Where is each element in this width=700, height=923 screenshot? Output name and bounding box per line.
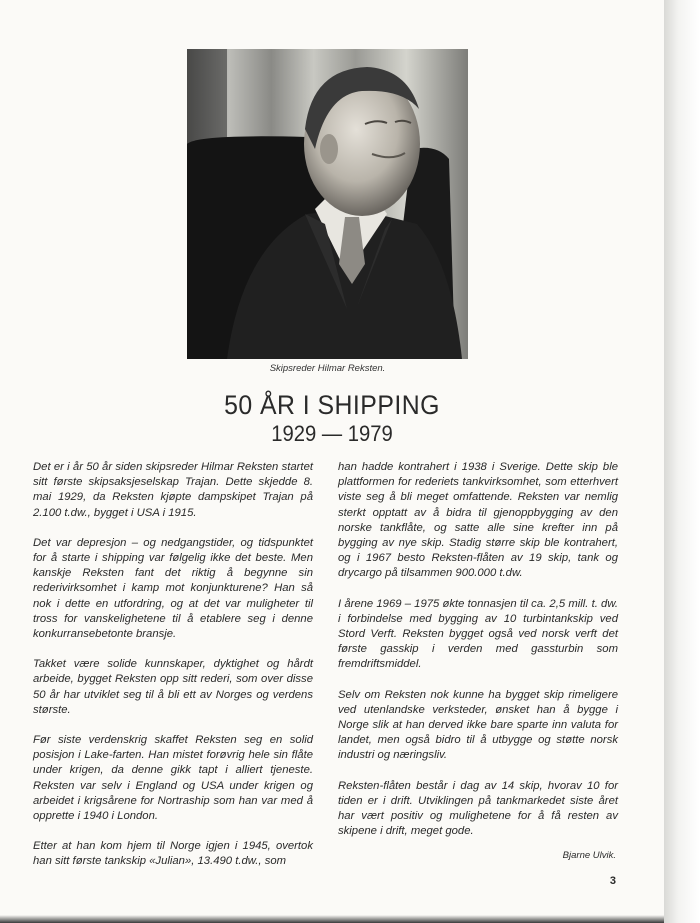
right-column (338, 460, 618, 854)
paragraph: Takket være solide kunnskaper, dyktighet og hårdt arbeide, bygget Reksten opp sitt rederi, som over disse 50 år har utviklet seg til å bli ett av Norges og verdens største. (33, 658, 313, 716)
paragraph: Reksten-flåten består i dag av 14 skip, hvorav 10 for tiden er i drift. Utviklingen på tankmarkedet siste året har vært positiv og mulighetene for å få resten av skipene i drift, meget gode. (338, 779, 618, 838)
paragraph: I årene 1969 – 1975 økte tonnasjen til ca. 2,5 mill. t. dw. i forbindelse med bygging av 10 turbintankskip ved Stord Verft. Reksten bygget også ved norsk verft det første gasskip i verden med gassturbin som fremdriftsmiddel. (338, 597, 618, 671)
paragraph: Før siste verdenskrig skaffet Reksten seg en solid posisjon i Lake-farten. Han mistet forøvrig hele sin flåte under krigen, da denne gikk tapt i alliert tjeneste. Reksten var selv i England og USA under krigen og arbeidet i krigsårene for Nortraship som han var med å opprette i 1940 i London. (33, 734, 313, 823)
paragraph: han hadde kontrahert i 1938 i Sverige. Dette skip ble plattformen for rederiets tankvirksomhet, som etterhvert viste seg å bli meget omfattende. Reksten var nemlig sterkt opptatt av å bidra til gjenoppbygging av den norske tankflåte, og satte alle sine krefter inn på bygging av nye skip. Stadig større skip ble kontrahert, og i 1967 besto Reksten-flåten av 19 skip, tank og drycargo på tilsammen 900.000 t.dw. (338, 461, 618, 580)
portrait-image (187, 49, 468, 359)
page-edge-shadow (664, 0, 700, 923)
photo-caption: Skipsreder Hilmar Reksten. (269, 363, 386, 374)
article-title: 50 ÅR I SHIPPING (224, 390, 440, 420)
page-number: 3 (609, 875, 616, 887)
left-column (33, 460, 313, 885)
page-bottom-edge (0, 915, 664, 923)
paragraph: Det var depresjon – og nedgangstider, og tidspunktet for å starte i shipping var følgelig ikke det beste. Men kanskje Reksten fant det riktig å begynne sin rederivirksomhet i kamp mot konjunkturene? Han så nok i dette en utfordring, og at det var muligheter til tross for vanskelighetene til å etablere seg i denne konkurransebetonte bransje. (33, 536, 313, 641)
article-years: 1929 — 1979 (271, 421, 393, 446)
author-signature: Bjarne Ulvik. (562, 850, 616, 861)
paragraph: Etter at han kom hjem til Norge igjen i 1945, overtok han sitt første tankskip «Julian», 13.490 t.dw., som (33, 840, 313, 868)
portrait-photo (187, 49, 468, 359)
paragraph: Det er i år 50 år siden skipsreder Hilmar Reksten startet sitt første skipsaksjeselskap Trajan. Dette skjedde 8. mai 1929, da Reksten kjøpte dampskipet Trajan på 2.100 t.dw., bygget i USA i 1915. (33, 461, 313, 519)
paragraph: Selv om Reksten nok kunne ha bygget skip rimeligere ved utenlandske verksteder, ønsket han å bygge i Norge slik at han derved ikke bare sparte inn valuta for landet, men også bidro til å utbygge og støtte norsk industri og næringsliv. (338, 688, 618, 762)
